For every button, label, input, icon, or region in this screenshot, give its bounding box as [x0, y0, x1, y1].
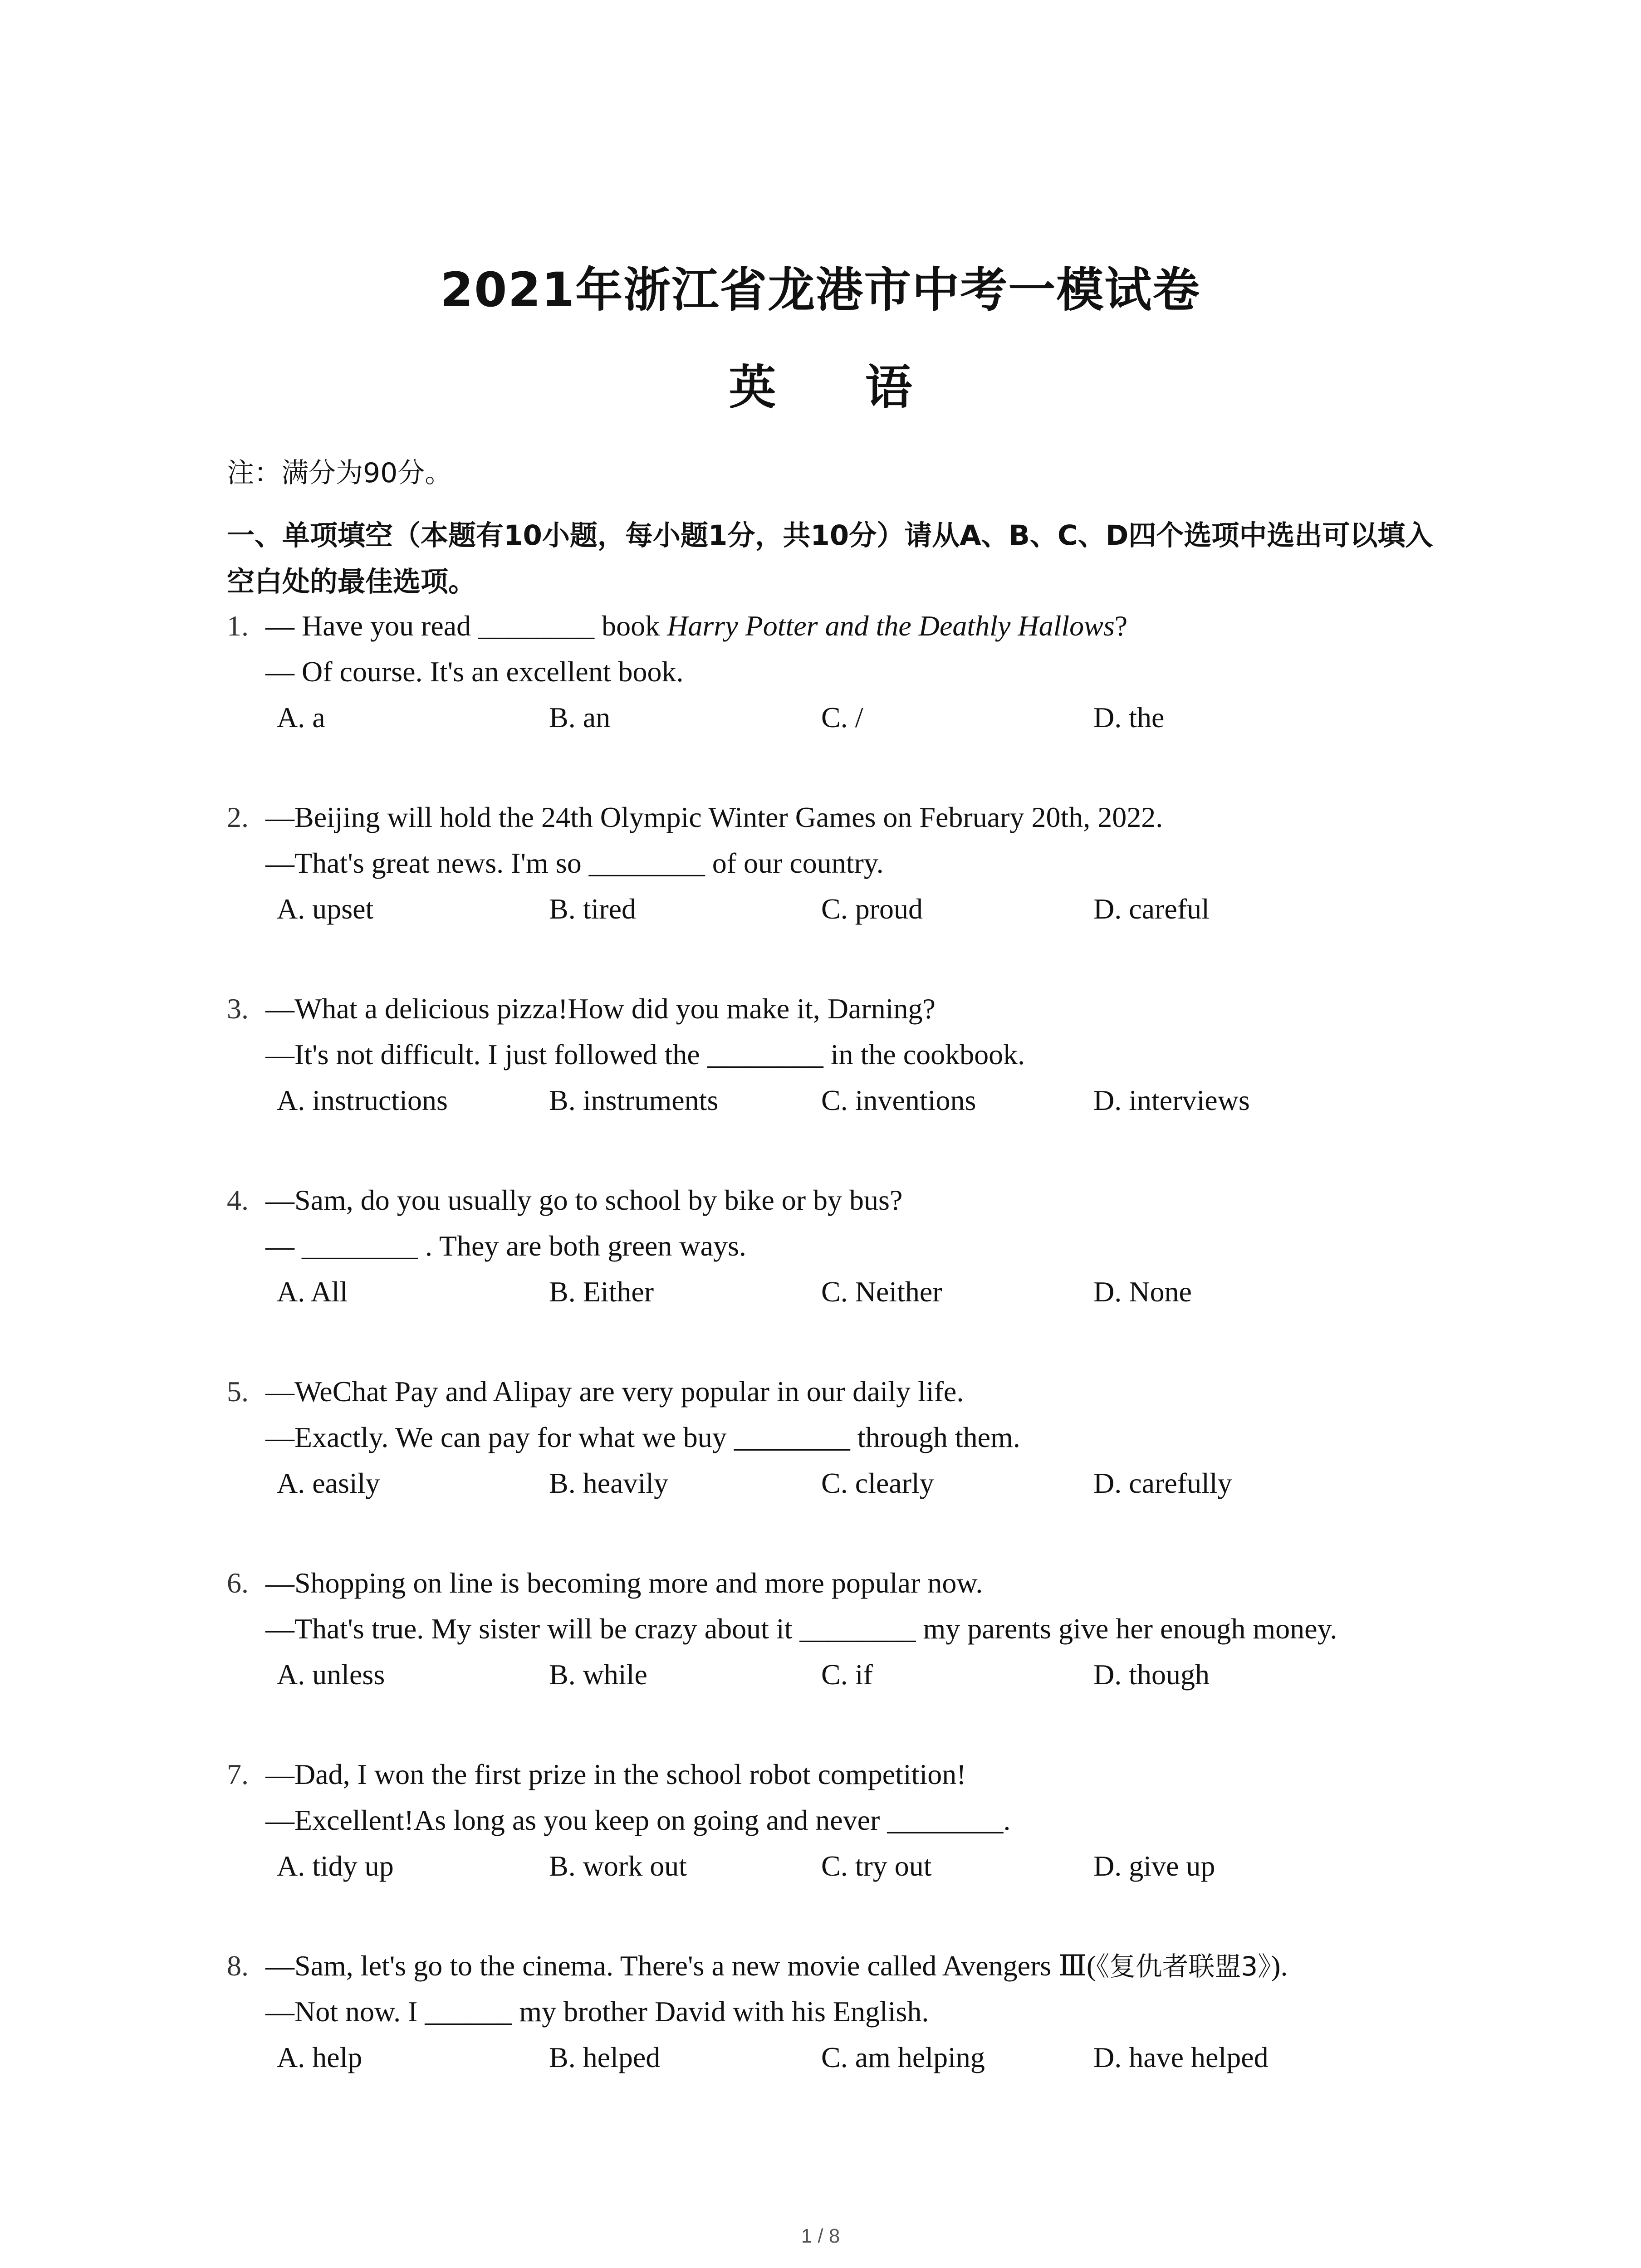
- prompt-text: — Have you read ________ book: [265, 610, 667, 642]
- option-b[interactable]: B. instruments: [549, 1084, 719, 1116]
- option-c[interactable]: C. am helping: [821, 2041, 985, 2073]
- option-a[interactable]: A. unless: [277, 1658, 385, 1691]
- option-a[interactable]: A. upset: [277, 893, 374, 925]
- option-a[interactable]: A. All: [277, 1276, 348, 1308]
- option-a[interactable]: A. easily: [277, 1467, 380, 1499]
- prompt-punct: ).: [1271, 1950, 1288, 1982]
- answer-options: [277, 1274, 1456, 1310]
- question-2: [227, 799, 1452, 931]
- option-b[interactable]: B. heavily: [549, 1467, 669, 1499]
- option-b[interactable]: B. helped: [549, 2041, 661, 2073]
- option-b[interactable]: B. Either: [549, 1276, 654, 1308]
- question-prompt: —WeChat Pay and Alipay are very popular in our daily life.: [265, 1375, 964, 1408]
- option-c[interactable]: C. Neither: [821, 1276, 942, 1308]
- question-line-2: — Of course. It's an excellent book.: [265, 655, 684, 688]
- question-line-2: —That's true. My sister will be crazy about it ________ my parents give her enough money.: [265, 1613, 1337, 1645]
- question-line-2: —Exactly. We can pay for what we buy ________ through them.: [265, 1421, 1020, 1453]
- question-line-2: — ________ . They are both green ways.: [265, 1230, 746, 1262]
- question-line-2: —It's not difficult. I just followed the ________ in the cookbook.: [265, 1038, 1025, 1070]
- option-a[interactable]: A. tidy up: [277, 1850, 394, 1882]
- section-heading: 一、单项填空（本题有10小题，每小题1分，共10分）请从A、B、C、D四个选项中选出可以填入空白处的最佳选项。: [227, 519, 1433, 598]
- answer-options: [277, 2039, 1456, 2076]
- question-number: 8.: [227, 1950, 249, 1982]
- question-5: [227, 1374, 1452, 1505]
- answer-options: [277, 699, 1456, 736]
- answer-options: [277, 1082, 1456, 1119]
- question-prompt: —What a delicious pizza!How did you make it, Darning?: [265, 992, 936, 1025]
- option-d[interactable]: D. though: [1093, 1658, 1210, 1691]
- question-number: 1.: [227, 610, 249, 642]
- question-8: [227, 1948, 1452, 2079]
- question-line-2: —That's great news. I'm so ________ of our country.: [265, 847, 884, 879]
- answer-options: [277, 1657, 1456, 1693]
- option-b[interactable]: B. while: [549, 1658, 647, 1691]
- question-number: 6.: [227, 1567, 249, 1599]
- page-number: 1 / 8: [801, 2225, 840, 2247]
- answer-options: [277, 1465, 1456, 1501]
- option-b[interactable]: B. tired: [549, 893, 636, 925]
- question-number: 4.: [227, 1184, 249, 1216]
- question-prompt: [265, 1948, 1288, 1984]
- option-d[interactable]: D. give up: [1093, 1850, 1215, 1882]
- option-d[interactable]: D. have helped: [1093, 2041, 1269, 2073]
- option-a[interactable]: A. help: [277, 2041, 362, 2073]
- question-line-2: —Not now. I ______ my brother David with his English.: [265, 1995, 929, 2028]
- option-a[interactable]: A. a: [277, 701, 325, 733]
- option-c[interactable]: C. proud: [821, 893, 923, 925]
- option-c[interactable]: C. clearly: [821, 1467, 934, 1499]
- answer-options: [277, 891, 1456, 927]
- question-line-2: —Excellent!As long as you keep on going and never ________.: [265, 1804, 1011, 1836]
- movie-title-cn: 《复仇者联盟3》: [1096, 1951, 1271, 1982]
- exam-title: 2021年浙江省龙港市中考一模试卷: [440, 262, 1201, 318]
- question-6: [227, 1565, 1452, 1696]
- prompt-punct: ?: [1114, 610, 1128, 642]
- question-number: 2.: [227, 801, 249, 833]
- question-number: 5.: [227, 1375, 249, 1408]
- question-prompt: —Beijing will hold the 24th Olympic Winter Games on February 20th, 2022.: [265, 801, 1163, 833]
- option-d[interactable]: D. careful: [1093, 893, 1210, 925]
- question-prompt: —Dad, I won the first prize in the school robot competition!: [265, 1758, 966, 1790]
- option-c[interactable]: C. /: [821, 701, 863, 733]
- question-7: [227, 1756, 1452, 1888]
- question-prompt: —Sam, do you usually go to school by bike or by bus?: [265, 1184, 903, 1216]
- prompt-text: —Sam, let's go to the cinema. There's a new movie called Avengers Ⅲ(: [265, 1950, 1097, 1982]
- option-c[interactable]: C. try out: [821, 1850, 932, 1882]
- question-number: 3.: [227, 992, 249, 1025]
- score-note: 注：满分为90分。: [227, 457, 452, 489]
- option-c[interactable]: C. inventions: [821, 1084, 976, 1116]
- question-number: 7.: [227, 1758, 249, 1790]
- option-d[interactable]: D. interviews: [1093, 1084, 1250, 1116]
- option-a[interactable]: A. instructions: [277, 1084, 448, 1116]
- option-b[interactable]: B. work out: [549, 1850, 687, 1882]
- question-4: [227, 1182, 1452, 1314]
- question-1: [227, 608, 1452, 739]
- subject-title: 英 语: [729, 360, 949, 415]
- question-3: [227, 991, 1452, 1122]
- option-b[interactable]: B. an: [549, 701, 611, 733]
- question-prompt: —Shopping on line is becoming more and more popular now.: [265, 1567, 983, 1599]
- option-c[interactable]: C. if: [821, 1658, 873, 1691]
- option-d[interactable]: D. carefully: [1093, 1467, 1232, 1499]
- option-d[interactable]: D. the: [1093, 701, 1165, 733]
- question-prompt: [265, 608, 1127, 644]
- answer-options: [277, 1848, 1456, 1884]
- book-title: Harry Potter and the Deathly Hallows: [667, 610, 1115, 642]
- option-d[interactable]: D. None: [1093, 1276, 1192, 1308]
